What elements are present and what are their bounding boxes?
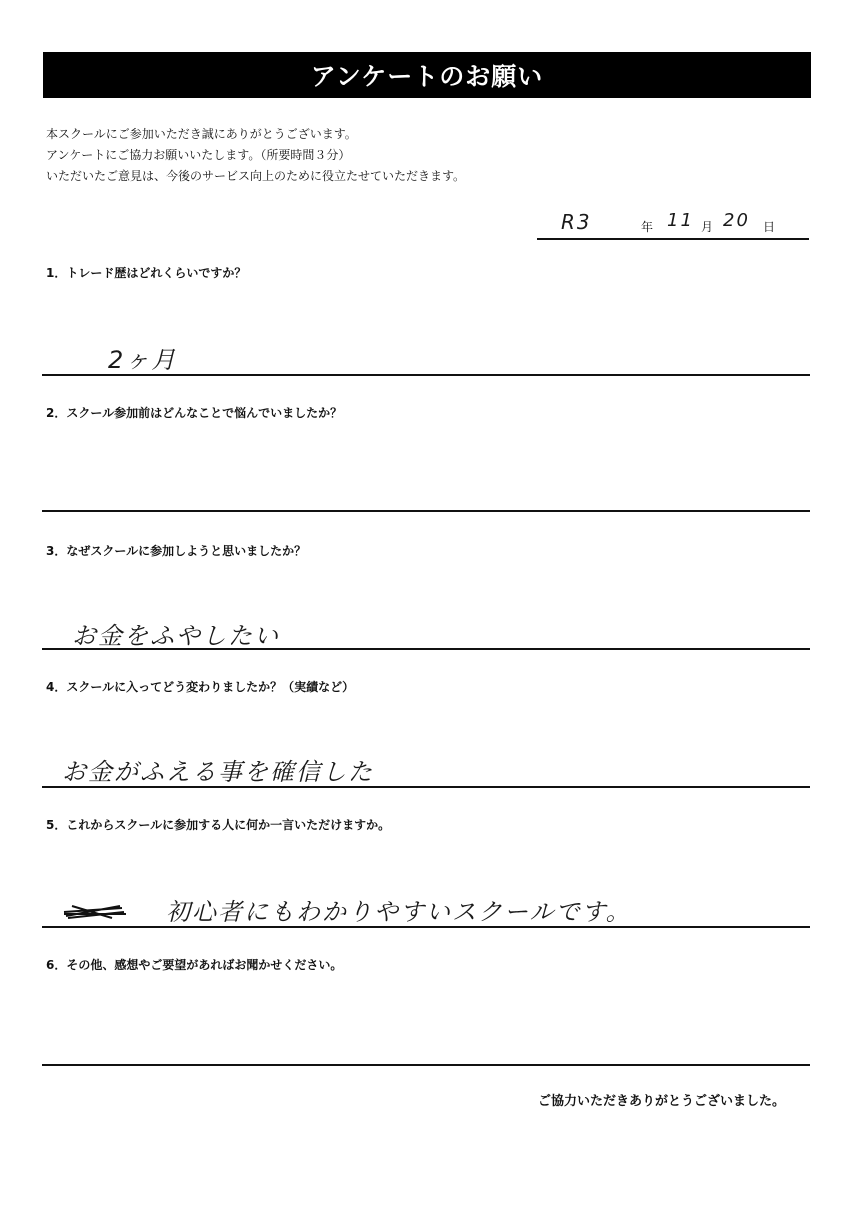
question-4-label: 4．スクールに入ってどう変わりましたか？（実績など） bbox=[46, 680, 355, 694]
question-1-answer: 2ヶ月 bbox=[108, 346, 178, 374]
answer-line-4[interactable] bbox=[42, 786, 810, 788]
intro-text bbox=[46, 124, 465, 187]
scribble-mark bbox=[62, 900, 126, 922]
intro-line: アンケートにご協力お願いいたします。（所要時間３分） bbox=[46, 148, 351, 162]
question-3-answer: お金をふやしたい bbox=[72, 622, 280, 650]
answer-line-2[interactable] bbox=[42, 510, 810, 512]
date-year-label: 年 bbox=[641, 220, 654, 234]
answer-line-3[interactable] bbox=[42, 648, 810, 650]
question-1-label: 1．トレード歴はどれくらいですか？ bbox=[46, 266, 247, 280]
date-day-value: 20 bbox=[723, 210, 750, 231]
date-era-value: R3 bbox=[561, 210, 592, 234]
page-title: アンケートのお願い bbox=[43, 52, 811, 98]
question-5-answer: 初心者にもわかりやすいスクールです。 bbox=[166, 898, 632, 926]
date-month-label: 月 bbox=[701, 220, 714, 234]
answer-line-5[interactable] bbox=[42, 926, 810, 928]
question-3-label: 3．なぜスクールに参加しようと思いましたか？ bbox=[46, 544, 307, 558]
intro-line: いただいたご意見は、今後のサービス向上のために役立たせていただきます。 bbox=[46, 169, 466, 183]
question-5-label: 5．これからスクールに参加する人に何か一言いただけますか。 bbox=[46, 818, 391, 832]
date-month-value: 11 bbox=[667, 210, 694, 231]
answer-line-1[interactable] bbox=[42, 374, 810, 376]
question-4-answer: お金がふえる事を確信した bbox=[62, 758, 374, 786]
date-day-label: 日 bbox=[763, 220, 776, 234]
footer-thanks: ご協力いただきありがとうございました。 bbox=[538, 1094, 786, 1109]
question-6-label: 6．その他、感想やご要望があればお聞かせください。 bbox=[46, 958, 343, 972]
answer-line-6[interactable] bbox=[42, 1064, 810, 1066]
intro-line: 本スクールにご参加いただき誠にありがとうございます。 bbox=[46, 127, 357, 141]
date-field[interactable] bbox=[537, 206, 809, 240]
question-2-label: 2．スクール参加前はどんなことで悩んでいましたか？ bbox=[46, 406, 343, 420]
